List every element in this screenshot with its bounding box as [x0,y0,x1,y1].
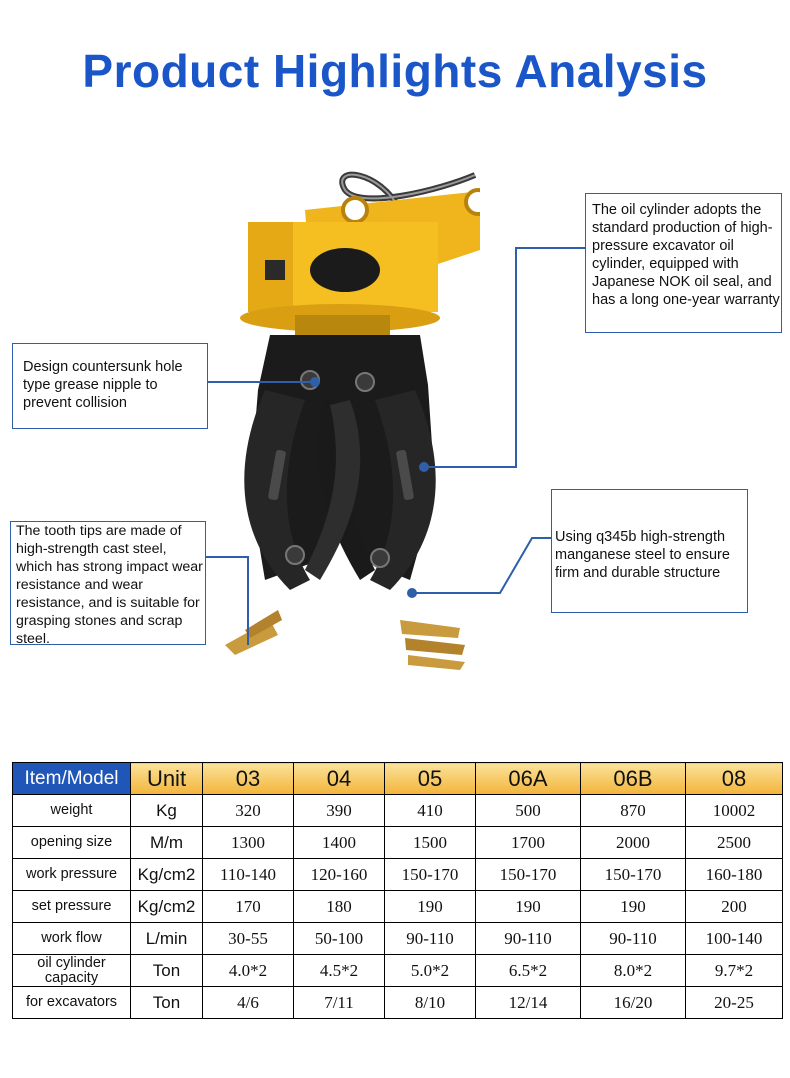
table-cell: 4/6 [203,987,294,1019]
table-cell: 8/10 [385,987,476,1019]
table-cell: 150-170 [385,859,476,891]
table-cell: 410 [385,795,476,827]
table-cell: 190 [581,891,686,923]
row-label: set pressure [13,891,131,923]
header-model: 04 [294,763,385,795]
table-row [13,955,783,987]
table-row [13,795,783,827]
table-row [13,891,783,923]
table-cell: 180 [294,891,385,923]
table-cell: 2500 [686,827,783,859]
table-cell: 1400 [294,827,385,859]
table-cell: 1300 [203,827,294,859]
row-unit: Kg [131,795,203,827]
table-cell: 5.0*2 [385,955,476,987]
header-item-model: Item/Model [13,763,131,795]
table-cell: 20-25 [686,987,783,1019]
table-cell: 1500 [385,827,476,859]
table-cell: 4.5*2 [294,955,385,987]
table-cell: 190 [385,891,476,923]
table-cell: 110-140 [203,859,294,891]
table-cell: 100-140 [686,923,783,955]
row-label: work flow [13,923,131,955]
table-cell: 50-100 [294,923,385,955]
table-header-row [13,763,783,795]
header-model: 06A [476,763,581,795]
row-unit: Ton [131,987,203,1019]
table-row [13,987,783,1019]
table-cell: 160-180 [686,859,783,891]
row-unit: Ton [131,955,203,987]
header-unit: Unit [131,763,203,795]
row-label: work pressure [13,859,131,891]
header-model: 03 [203,763,294,795]
tooth-tips-callout: The tooth tips are made of high-strength cast steel, which has strong impact wear resistance and wear resistance, and is suitable for grasping stones and scrap steel. [10,521,206,645]
row-unit: Kg/cm2 [131,891,203,923]
row-unit: Kg/cm2 [131,859,203,891]
table-cell: 4.0*2 [203,955,294,987]
grease-nipple-callout: Design countersunk hole type grease nipple to prevent collision [12,343,208,429]
table-cell: 870 [581,795,686,827]
table-cell: 190 [476,891,581,923]
table-row [13,923,783,955]
steel-structure-callout: Using q345b high-strength manganese steel to ensure firm and durable structure [551,489,748,613]
table-cell: 10002 [686,795,783,827]
header-model: 08 [686,763,783,795]
table-cell: 16/20 [581,987,686,1019]
table-cell: 150-170 [581,859,686,891]
table-cell: 90-110 [385,923,476,955]
table-cell: 1700 [476,827,581,859]
row-label: opening size [13,827,131,859]
table-cell: 390 [294,795,385,827]
specifications-table [12,762,783,1019]
table-cell: 500 [476,795,581,827]
oil-cylinder-callout: The oil cylinder adopts the standard production of high-pressure excavator oil cylinder, equipped with Japanese NOK oil seal, and has a long one-year warranty [585,193,782,333]
row-label: for excavators [13,987,131,1019]
table-cell: 120-160 [294,859,385,891]
table-cell: 2000 [581,827,686,859]
page-title: Product Highlights Analysis [82,45,708,97]
header-model: 05 [385,763,476,795]
table-cell: 9.7*2 [686,955,783,987]
table-row [13,827,783,859]
table-cell: 30-55 [203,923,294,955]
table-cell: 200 [686,891,783,923]
row-unit: L/min [131,923,203,955]
table-cell: 6.5*2 [476,955,581,987]
row-unit: M/m [131,827,203,859]
table-cell: 150-170 [476,859,581,891]
table-cell: 320 [203,795,294,827]
table-cell: 170 [203,891,294,923]
table-cell: 12/14 [476,987,581,1019]
table-row [13,859,783,891]
header-model: 06B [581,763,686,795]
table-cell: 7/11 [294,987,385,1019]
table-cell: 90-110 [581,923,686,955]
table-cell: 90-110 [476,923,581,955]
table-cell: 8.0*2 [581,955,686,987]
row-label: oil cylinder capacity [13,955,131,987]
row-label: weight [13,795,131,827]
